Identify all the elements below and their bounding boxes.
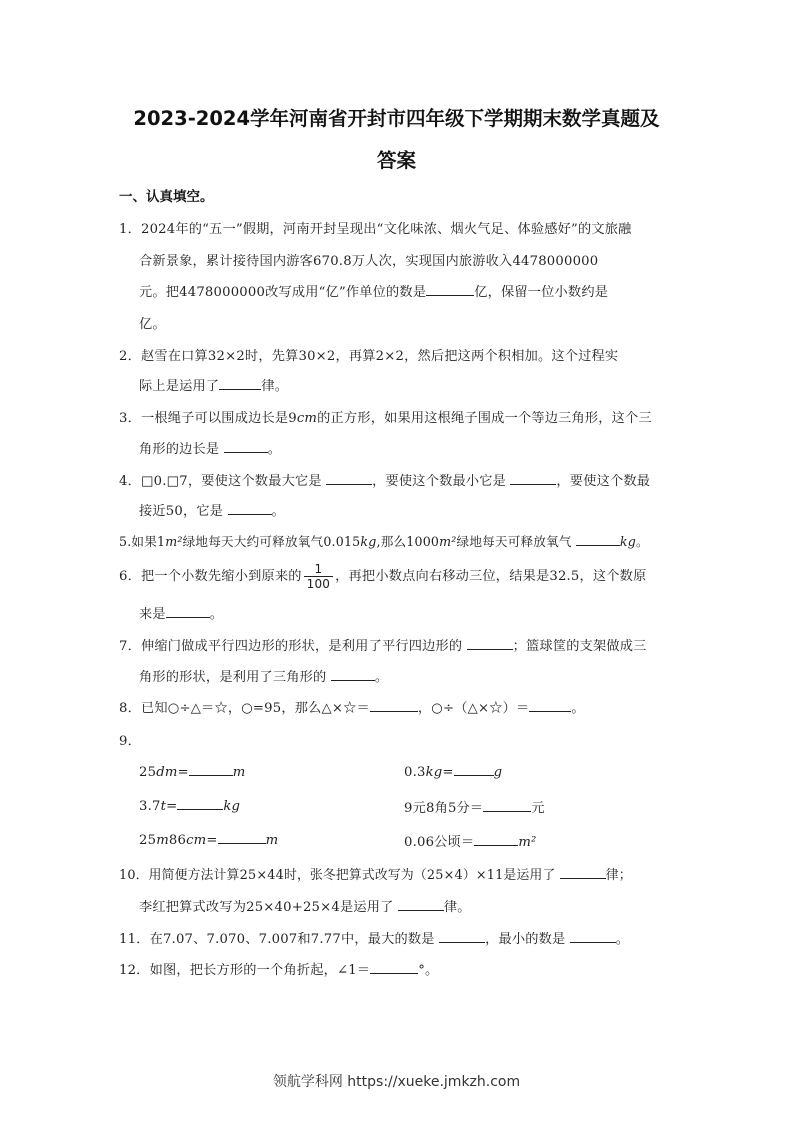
answer-blank-12[interactable]: [370, 961, 418, 974]
conversion-value: 25: [139, 765, 157, 780]
question-6-text-b: ，再把小数点向右移动三位，结果是32.5，这个数原: [335, 569, 647, 584]
question-7-line-1: [119, 635, 647, 654]
unit-cm: cm: [296, 411, 318, 426]
answer-blank-9d[interactable]: [483, 799, 531, 812]
question-10-line-2: [139, 896, 471, 915]
equals-sign: =: [166, 799, 178, 814]
question-11-text-c: 。: [615, 932, 630, 947]
question-4-line-1: [119, 470, 650, 489]
answer-blank-10a[interactable]: [560, 866, 606, 879]
question-5-text-c: ,那么1000: [376, 534, 440, 549]
unit-kg: kg: [223, 799, 241, 814]
page-title-line2: 答案: [376, 149, 416, 172]
question-2-text-b: 律。: [261, 379, 289, 394]
equals-sign: =: [442, 765, 454, 780]
question-12-text-b: °。: [418, 963, 439, 978]
question-4-line-2: [139, 500, 285, 519]
fraction-numerator: 1: [304, 562, 334, 577]
answer-blank-1a[interactable]: [426, 283, 474, 296]
conversion-item-2: [404, 763, 502, 780]
unit-m: m: [265, 833, 279, 848]
question-7-text-a: 7．伸缩门做成平行四边形的形状，是利用了平行四边形的: [119, 639, 467, 654]
question-10-text-d: 律。: [443, 900, 471, 915]
conversion-item-3: [139, 797, 240, 814]
question-6-text-d: 。: [209, 607, 224, 622]
question-4-text-c: ，要使这个数最: [556, 474, 651, 489]
question-7-text-d: 。: [374, 670, 389, 685]
answer-blank-7a[interactable]: [467, 637, 513, 650]
unit-m2: m²: [518, 835, 537, 850]
question-1-line-2: 合新景象，累计接待国内游客670.8万人次，实现国内旅游收入4478000000: [139, 254, 599, 269]
fraction-denominator: 100: [306, 577, 331, 591]
answer-blank-2[interactable]: [219, 377, 261, 390]
unit-m2: m²: [439, 534, 457, 549]
answer-blank-6[interactable]: [166, 605, 210, 618]
question-4-text-d: 接近50，它是: [139, 504, 228, 519]
unit-m: m: [232, 765, 246, 780]
question-7-line-2: [139, 666, 388, 685]
question-3-text-c: 角形的边长是: [139, 442, 224, 457]
conversion-value: 0.06公顷＝: [404, 835, 475, 850]
unit-kg: kg: [619, 534, 636, 549]
equals-sign: =: [177, 765, 189, 780]
conversion-value: 86: [168, 833, 187, 848]
question-3-text-d: 。: [267, 442, 282, 457]
question-10-text-c: 李红把算式改写为25×40+25×4是运用了: [139, 900, 398, 915]
question-2-line-2: [139, 375, 288, 394]
question-10-line-1: [119, 864, 632, 883]
answer-blank-10b[interactable]: [398, 898, 444, 911]
question-4-text-e: 。: [271, 504, 285, 519]
question-1-line-1: 1．2024年的“五一”假期，河南开封呈现出“文化味浓、烟火气足、体验感好”的文旅融: [119, 222, 632, 237]
answer-blank-9a[interactable]: [189, 763, 233, 776]
section-heading-fill-in: 一、认真填空。: [119, 189, 214, 205]
question-8-text-b: ，○÷（△×☆）＝: [417, 701, 530, 716]
answer-blank-7b[interactable]: [331, 668, 375, 681]
question-3-text-a: 3．一根绳子可以围成边长是9: [119, 411, 297, 426]
question-4-text-a: 4．□0.□7，要使这个数最大它是: [119, 474, 327, 489]
unit-kg: kg: [360, 534, 377, 549]
answer-blank-3[interactable]: [224, 440, 268, 453]
unit-dm: dm: [156, 765, 178, 780]
question-2-text-a: 际上是运用了: [139, 379, 220, 394]
unit-kg: kg: [425, 765, 443, 780]
question-11-text-a: 11．在7.07、7.070、7.007和7.77中，最大的数是: [119, 932, 440, 947]
question-4-text-b: ，要使这个数最小它是: [372, 474, 511, 489]
question-8-text-a: 8．已知○÷△＝☆，○=95，那么△×☆＝: [119, 701, 370, 716]
conversion-item-6: [404, 831, 537, 850]
conversion-item-4: [404, 797, 545, 816]
question-6-text-c: 来是: [139, 607, 166, 622]
question-10-text-a: 10．用简便方法计算25×44时，张冬把算式改写为（25×4）×11是运用了: [119, 868, 560, 883]
unit-g: g: [493, 765, 503, 780]
footer-watermark: 领航学科网 https://xueke.jmkzh.com: [272, 1074, 521, 1090]
question-5-text-a: 5.如果1: [119, 534, 166, 549]
answer-blank-8a[interactable]: [370, 699, 418, 712]
question-11-text-b: ，最小的数是: [485, 932, 570, 947]
question-5-text-d: 绿地每天可释放氧气: [456, 534, 576, 549]
conversion-value: 3.7: [139, 799, 161, 814]
answer-blank-4b[interactable]: [510, 472, 556, 485]
question-11-line-1: [119, 928, 629, 947]
fraction-one-hundredth: [304, 562, 334, 591]
question-12-text-a: 12．如图，把长方形的一个角折起，∠1＝: [119, 963, 371, 978]
question-3-line-2: [139, 438, 281, 457]
conversion-item-5: [139, 831, 278, 848]
answer-blank-8b[interactable]: [529, 699, 571, 712]
question-5-text-b: 绿地每天大约可释放氧气0.015: [182, 534, 361, 549]
question-1-line-3: [139, 281, 608, 300]
unit-m2: m²: [165, 534, 183, 549]
answer-blank-9f[interactable]: [474, 833, 518, 846]
answer-blank-9c[interactable]: [177, 797, 223, 810]
equals-sign: =: [206, 833, 218, 848]
conversion-value: 9元8角5分＝: [404, 801, 484, 816]
answer-blank-11a[interactable]: [439, 930, 485, 943]
question-6-line-1: [119, 562, 646, 591]
answer-blank-4a[interactable]: [326, 472, 372, 485]
question-1-text-b: 亿，保留一位小数约是: [474, 285, 609, 300]
question-8-line-1: [119, 697, 585, 716]
question-6-line-2: [139, 603, 223, 622]
question-6-text-a: 6．把一个小数先缩小到原来的: [119, 569, 302, 584]
question-3-text-b: 的正方形，如果用这根绳子围成一个等边三角形，这个三: [317, 411, 652, 426]
conversion-value: 25: [139, 833, 157, 848]
conversion-value: 0.3: [404, 765, 426, 780]
answer-blank-11b[interactable]: [570, 930, 616, 943]
unit-yuan: 元: [531, 801, 545, 816]
question-1-text-a: 元。把4478000000改写成用“亿”作单位的数是: [139, 285, 427, 300]
question-5-text-e: 。: [636, 534, 649, 549]
question-8-text-c: 。: [571, 701, 585, 716]
question-2-line-1: 2．赵雪在口算32×2时，先算30×2，再算2×2，然后把这两个积相加。这个过程实: [119, 349, 619, 364]
answer-blank-5[interactable]: [576, 533, 620, 546]
unit-m: m: [156, 833, 169, 848]
unit-cm: cm: [186, 833, 207, 848]
question-7-text-b: ；篮球筐的支架做成三: [512, 639, 647, 654]
question-9-label: 9．: [119, 734, 141, 749]
question-12-line-1: [119, 959, 438, 978]
question-5-line-1: [119, 531, 649, 550]
unit-t: t: [160, 799, 167, 814]
conversion-item-1: [139, 763, 246, 780]
answer-blank-4c[interactable]: [228, 502, 272, 515]
question-1-line-4: 亿。: [139, 317, 166, 332]
answer-blank-9e[interactable]: [218, 831, 266, 844]
question-7-text-c: 角形的形状，是利用了三角形的: [139, 670, 331, 685]
question-3-line-1: [119, 407, 652, 426]
answer-blank-9b[interactable]: [454, 763, 494, 776]
question-10-text-b: 律；: [605, 868, 632, 883]
page-title-line1: 2023-2024学年河南省开封市四年级下学期期末数学真题及: [133, 107, 660, 130]
